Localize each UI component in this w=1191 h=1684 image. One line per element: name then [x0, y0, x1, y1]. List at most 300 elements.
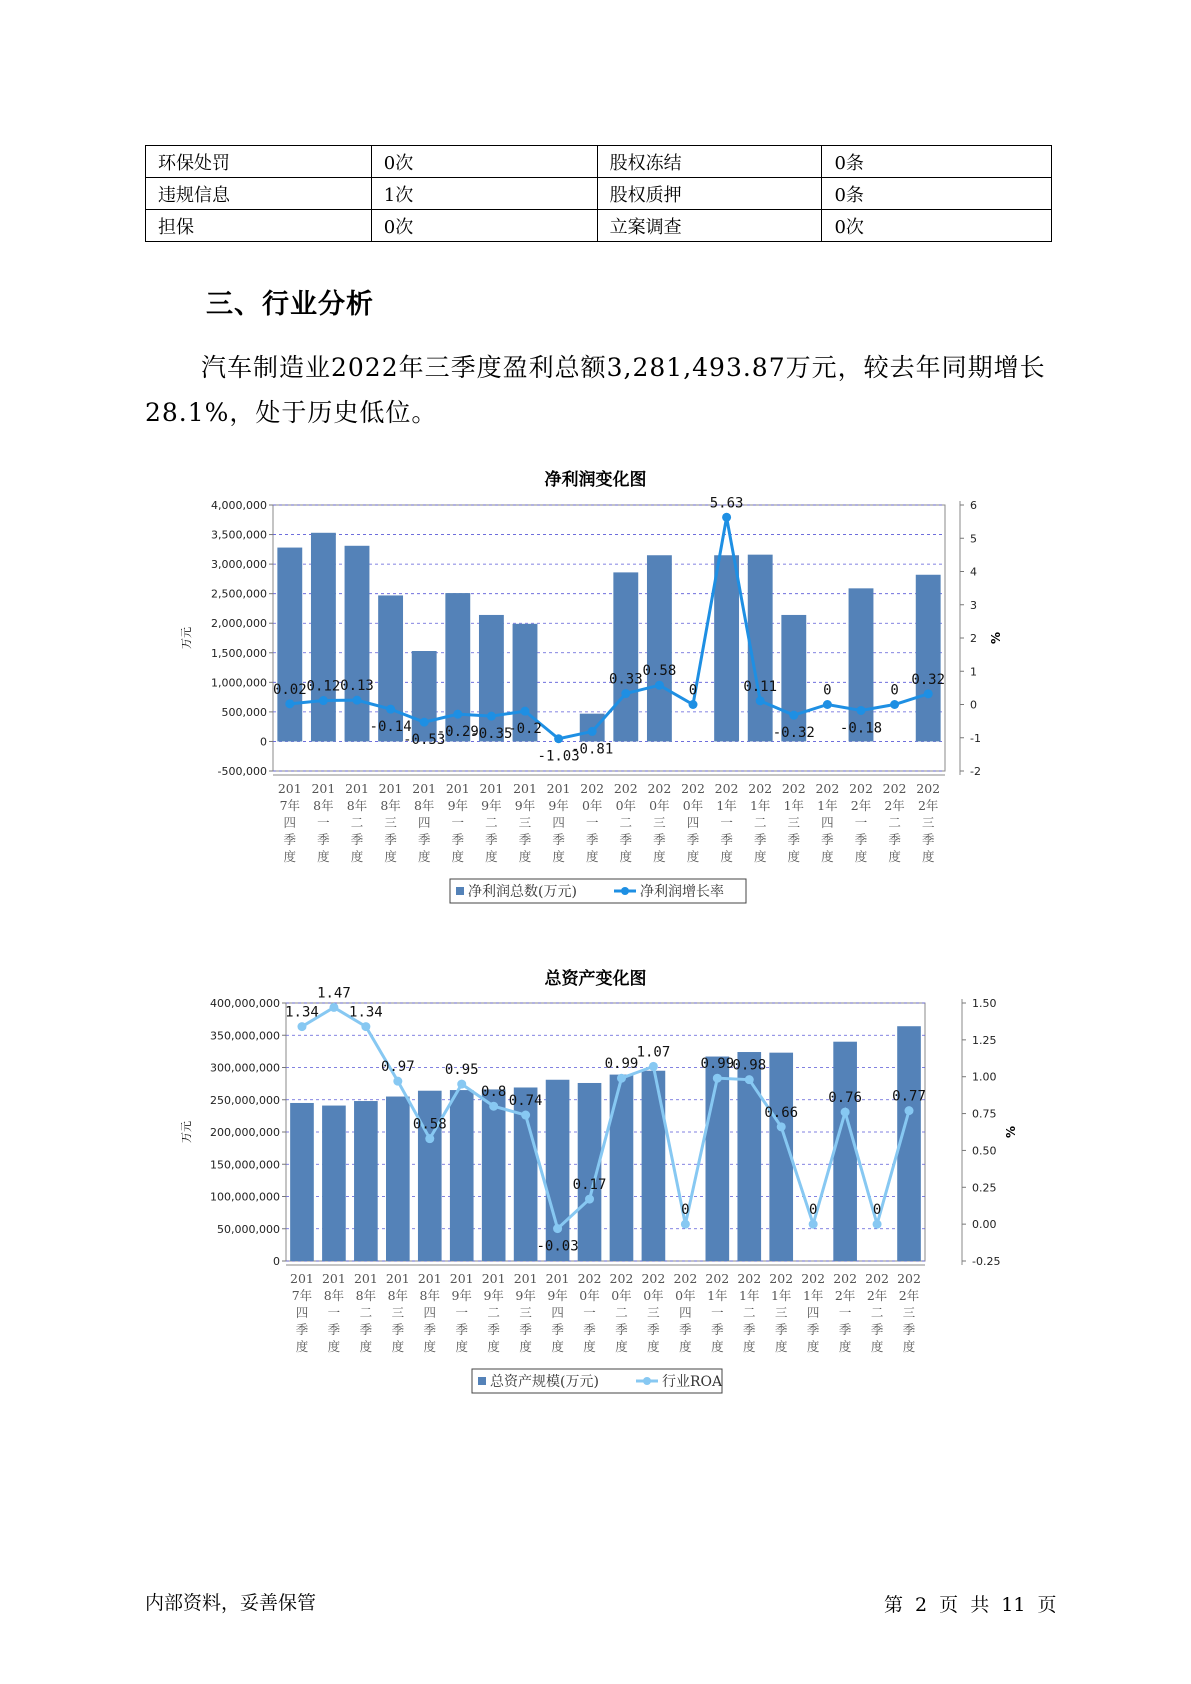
line-point: [617, 1074, 626, 1083]
x-tick-label: 二: [619, 815, 633, 830]
x-tick-label: 三: [774, 1305, 788, 1320]
y-right-axis-title: %: [989, 631, 1003, 645]
data-label: -0.18: [839, 720, 883, 737]
footer-left: 内部资料，妥善保管: [145, 1592, 317, 1614]
x-tick-label: 季: [753, 832, 767, 847]
industry-paragraph: 汽车制造业2022年三季度盈利总额3,281,493.87万元，较去年同期增长28.1%，处于历史低位。: [145, 353, 1046, 427]
line-point: [386, 705, 395, 714]
x-tick-label: 度: [455, 1339, 468, 1354]
x-tick-label: 201: [345, 781, 369, 796]
x-tick-label: 201: [353, 1271, 378, 1286]
x-tick-label: 0年: [615, 798, 637, 813]
chart1-title: 净利润变化图: [544, 470, 647, 490]
line-point: [621, 689, 630, 698]
bar: [277, 548, 302, 742]
x-tick-label: 二: [888, 815, 901, 830]
x-tick-label: 202: [577, 1271, 602, 1286]
x-tick-label: 一: [585, 815, 599, 830]
x-tick-label: 1年: [802, 1288, 824, 1303]
x-tick-label: 季: [686, 832, 700, 847]
data-label: 0.33: [608, 671, 643, 688]
table-cell-label: 环保处罚: [146, 146, 372, 178]
data-label: 0.66: [764, 1104, 799, 1121]
line-point: [297, 1022, 306, 1031]
y-right-tick-label: 0.00: [972, 1218, 997, 1232]
x-tick-label: 季: [888, 832, 901, 847]
x-tick-label: 度: [921, 849, 935, 864]
x-tick-label: 0年: [579, 1288, 600, 1303]
x-tick-label: 度: [518, 849, 532, 864]
y-right-axis-title: %: [1004, 1125, 1018, 1139]
x-tick-label: 202: [609, 1271, 634, 1286]
data-label: 0: [823, 682, 832, 699]
y-right-tick-label: 6: [970, 499, 977, 512]
line-point: [809, 1220, 818, 1229]
x-tick-label: 度: [619, 849, 633, 864]
x-tick-label: 度: [753, 849, 767, 864]
x-tick-label: 季: [787, 832, 801, 847]
x-tick-label: 季: [711, 1322, 724, 1337]
x-tick-label: 度: [888, 849, 901, 864]
x-tick-label: 季: [806, 1322, 820, 1337]
bar: [345, 546, 370, 742]
x-tick-label: 度: [679, 1339, 692, 1354]
x-tick-label: 四: [552, 815, 565, 830]
table-cell-value: 0次: [822, 210, 1052, 242]
x-tick-label: 201: [445, 781, 470, 796]
y-tick-label: 150,000,000: [210, 1158, 280, 1172]
table-row: [146, 178, 1052, 210]
x-tick-label: 8年: [387, 1288, 409, 1303]
table-row: [146, 210, 1052, 242]
x-tick-label: 四: [679, 1305, 692, 1320]
x-tick-label: 一: [838, 1305, 852, 1320]
y-tick-label: -500,000: [217, 765, 267, 778]
x-tick-label: 度: [391, 1339, 405, 1354]
bar: [833, 1042, 857, 1261]
x-tick-label: 202: [882, 781, 907, 796]
x-tick-label: 201: [513, 781, 537, 796]
footer-page-number: 第 2 页 共 11 页: [884, 1594, 1057, 1616]
x-tick-label: 度: [283, 849, 297, 864]
line-point: [361, 1022, 370, 1031]
x-tick-label: 202: [865, 1271, 890, 1286]
x-tick-label: 9年: [514, 798, 536, 813]
line-point: [554, 734, 563, 743]
data-label: -0.32: [772, 725, 815, 742]
data-label: -0.03: [536, 1238, 579, 1255]
table-cell-label: 股权冻结: [597, 146, 822, 178]
x-tick-label: 度: [743, 1339, 756, 1354]
x-tick-label: 一: [327, 1305, 341, 1320]
x-tick-label: 1年: [707, 1288, 728, 1303]
y-tick-label: 1,000,000: [211, 676, 267, 690]
x-tick-label: 季: [838, 1322, 852, 1337]
bar: [311, 533, 336, 742]
legend-bar-label: 净利润总数(万元): [468, 884, 577, 900]
bar: [613, 572, 638, 741]
x-tick-label: 季: [653, 832, 666, 847]
x-tick-label: 三: [391, 1305, 405, 1320]
x-tick-label: 8年: [346, 798, 368, 813]
x-tick-label: 度: [327, 1339, 341, 1354]
x-tick-label: 季: [647, 1322, 660, 1337]
line-point: [789, 711, 798, 720]
x-tick-label: 8年: [419, 1288, 441, 1303]
x-tick-label: 202: [815, 781, 840, 796]
data-label: 0.58: [412, 1116, 447, 1133]
y-right-tick-label: -2: [970, 765, 981, 778]
legend-line-label: 净利润增长率: [640, 884, 724, 900]
x-tick-label: 2年: [866, 1288, 888, 1303]
data-label: 0.98: [732, 1057, 767, 1074]
x-tick-label: 度: [585, 849, 599, 864]
x-tick-label: 度: [350, 849, 364, 864]
bar: [610, 1075, 634, 1261]
x-tick-label: 2年: [850, 798, 872, 813]
data-label: 0: [872, 1202, 882, 1219]
bar: [849, 588, 874, 741]
line-point: [588, 727, 597, 736]
table-cell-value: 0次: [371, 146, 597, 178]
y-tick-label: 0: [260, 735, 267, 749]
line-point: [905, 1106, 914, 1115]
y-tick-label: 1,500,000: [211, 646, 267, 660]
y-right-tick-label: 0.75: [972, 1107, 997, 1121]
data-label: -0.14: [369, 719, 412, 736]
table-cell-label: 股权质押: [597, 178, 822, 210]
x-tick-label: 8年: [355, 1288, 377, 1303]
line-point: [823, 700, 832, 709]
line-point: [777, 1122, 786, 1131]
x-tick-label: 1年: [739, 1288, 760, 1303]
line-point: [722, 513, 731, 522]
x-tick-label: 202: [705, 1271, 730, 1286]
y-tick-label: 100,000,000: [210, 1190, 280, 1204]
x-tick-label: 四: [806, 1305, 820, 1320]
chart2-title: 总资产变化图: [544, 969, 647, 989]
bar: [647, 555, 672, 741]
x-tick-label: 度: [711, 1339, 724, 1354]
x-tick-label: 度: [902, 1339, 916, 1354]
legend-bar-swatch: [456, 887, 464, 895]
data-label: 0.17: [572, 1177, 607, 1194]
bar: [546, 1080, 570, 1261]
y-tick-label: 0: [273, 1255, 280, 1268]
line-point: [319, 696, 328, 705]
y-axis-title: 万元: [180, 627, 193, 649]
x-tick-label: 季: [720, 832, 733, 847]
bar: [781, 615, 806, 741]
x-tick-label: 201: [545, 1271, 570, 1286]
x-tick-label: 四: [283, 815, 297, 830]
x-tick-label: 201: [311, 781, 336, 796]
x-tick-label: 一: [455, 1305, 468, 1320]
y-tick-label: 4,000,000: [211, 499, 267, 512]
data-label: -0.29: [436, 724, 479, 741]
y-tick-label: 3,000,000: [211, 558, 267, 572]
data-label: -1.03: [537, 748, 580, 765]
x-tick-label: 季: [423, 1322, 437, 1337]
x-tick-label: 度: [653, 849, 666, 864]
y-right-tick-label: 1.25: [972, 1033, 997, 1047]
line-point: [924, 689, 933, 698]
y-tick-label: 350,000,000: [210, 1029, 280, 1043]
x-tick-label: 1年: [749, 798, 771, 813]
data-label: 0.76: [828, 1090, 862, 1107]
x-tick-label: 8年: [413, 798, 435, 813]
table-cell-label: 违规信息: [146, 178, 372, 210]
data-label: 0.32: [911, 671, 946, 688]
x-tick-label: 度: [615, 1339, 628, 1354]
bar: [386, 1097, 410, 1261]
x-tick-label: 201: [546, 781, 571, 796]
data-label: -0.81: [571, 741, 614, 758]
x-tick-label: 度: [870, 1339, 884, 1354]
x-tick-label: 202: [801, 1271, 826, 1286]
y-right-tick-label: 0.25: [972, 1181, 997, 1195]
x-tick-label: 度: [417, 849, 431, 864]
x-tick-label: 二: [485, 815, 498, 830]
x-tick-label: 1年: [716, 798, 737, 813]
line-point: [489, 1102, 498, 1111]
table-cell-label: 担保: [146, 210, 372, 242]
line-point: [649, 1062, 658, 1071]
bar: [479, 615, 504, 741]
y-right-tick-label: -1: [970, 731, 981, 745]
data-label: 0.99: [700, 1056, 735, 1073]
x-tick-label: 季: [384, 832, 397, 847]
data-label: 5.63: [709, 495, 744, 512]
x-tick-label: 季: [552, 832, 565, 847]
x-tick-label: 四: [551, 1305, 564, 1320]
y-tick-label: 3,500,000: [211, 528, 267, 542]
x-tick-label: 2年: [898, 1288, 920, 1303]
y-right-tick-label: -0.25: [972, 1255, 1001, 1268]
x-tick-label: 202: [641, 1271, 666, 1286]
table-cell-label: 立案调查: [597, 210, 822, 242]
x-tick-label: 9年: [447, 798, 469, 813]
data-label: 1.07: [636, 1044, 671, 1061]
x-tick-label: 1年: [783, 798, 805, 813]
line-point: [689, 700, 698, 709]
data-label: 0.58: [642, 663, 677, 680]
line-point: [487, 712, 496, 721]
table-row: [146, 146, 1052, 178]
x-tick-label: 三: [647, 1305, 660, 1320]
bar: [642, 1071, 666, 1261]
x-tick-label: 二: [753, 815, 767, 830]
x-tick-label: 1年: [817, 798, 838, 813]
x-tick-label: 度: [720, 849, 733, 864]
x-tick-label: 季: [519, 1322, 532, 1337]
y-tick-label: 300,000,000: [210, 1061, 280, 1075]
x-tick-label: 201: [321, 1271, 346, 1286]
x-tick-label: 季: [359, 1322, 373, 1337]
x-tick-label: 2年: [834, 1288, 856, 1303]
x-tick-label: 度: [686, 849, 700, 864]
x-tick-label: 度: [854, 849, 868, 864]
y-right-tick-label: 1.00: [972, 1070, 997, 1084]
bar: [706, 1057, 730, 1261]
x-tick-label: 三: [921, 815, 935, 830]
y-right-tick-label: 5: [970, 532, 977, 546]
x-tick-label: 度: [821, 849, 834, 864]
x-tick-label: 度: [359, 1339, 373, 1354]
y-right-tick-label: 1: [970, 665, 977, 679]
data-label: 0: [808, 1202, 818, 1219]
x-tick-label: 三: [787, 815, 801, 830]
x-tick-label: 季: [485, 832, 498, 847]
x-tick-label: 度: [487, 1339, 500, 1354]
y-right-tick-label: 0.50: [972, 1144, 997, 1158]
x-tick-label: 8年: [313, 798, 334, 813]
x-tick-label: 9年: [547, 1288, 568, 1303]
x-tick-label: 季: [518, 832, 532, 847]
x-tick-label: 202: [781, 781, 806, 796]
y-tick-label: 200,000,000: [210, 1126, 280, 1139]
x-tick-label: 201: [290, 1271, 314, 1286]
x-tick-label: 202: [833, 1271, 858, 1286]
x-tick-label: 季: [821, 832, 834, 847]
x-tick-label: 201: [449, 1271, 474, 1286]
x-tick-label: 三: [902, 1305, 916, 1320]
x-tick-label: 0年: [682, 798, 704, 813]
y-tick-label: 400,000,000: [210, 997, 280, 1010]
line-point: [425, 1134, 434, 1143]
x-tick-label: 度: [551, 1339, 564, 1354]
legend-line-marker: [643, 1377, 651, 1385]
legend-line-marker: [621, 887, 629, 895]
data-label: 0.8: [481, 1084, 507, 1101]
line-point: [655, 681, 664, 690]
data-label: 0.97: [380, 1059, 415, 1076]
x-tick-label: 202: [916, 781, 941, 796]
x-tick-label: 季: [551, 1322, 564, 1337]
x-tick-label: 度: [451, 849, 465, 864]
x-tick-label: 0年: [675, 1288, 696, 1303]
x-tick-label: 8年: [323, 1288, 345, 1303]
x-tick-label: 季: [902, 1322, 916, 1337]
x-tick-label: 201: [481, 1271, 506, 1286]
x-tick-label: 二: [743, 1305, 756, 1320]
x-tick-label: 201: [412, 781, 437, 796]
y-tick-label: 500,000: [221, 705, 267, 719]
data-label: 0.11: [743, 678, 778, 695]
line-point: [713, 1074, 722, 1083]
bar: [450, 1090, 474, 1261]
x-tick-label: 季: [391, 1322, 405, 1337]
line-point: [857, 706, 866, 715]
x-tick-label: 2年: [917, 798, 939, 813]
y-axis-title: 万元: [180, 1121, 193, 1143]
x-tick-label: 度: [552, 849, 565, 864]
x-tick-label: 202: [714, 781, 739, 796]
x-tick-label: 9年: [515, 1288, 536, 1303]
x-tick-label: 季: [350, 832, 364, 847]
y-tick-label: 50,000,000: [217, 1222, 280, 1236]
x-tick-label: 2年: [884, 798, 905, 813]
y-right-tick-label: 4: [970, 565, 977, 579]
x-tick-label: 202: [769, 1271, 794, 1286]
x-tick-label: 季: [283, 832, 297, 847]
x-tick-label: 季: [615, 1322, 628, 1337]
x-tick-label: 季: [455, 1322, 468, 1337]
line-point: [585, 1195, 594, 1204]
x-tick-label: 二: [350, 815, 364, 830]
line-point: [329, 1003, 338, 1012]
x-tick-label: 一: [317, 815, 330, 830]
x-tick-label: 201: [479, 781, 504, 796]
y-right-tick-label: 1.50: [972, 997, 997, 1010]
total-assets-chart: [0, 985, 1191, 1415]
x-tick-label: 季: [295, 1322, 309, 1337]
x-tick-label: 季: [774, 1322, 788, 1337]
x-tick-label: 202: [681, 781, 705, 796]
x-tick-label: 一: [720, 815, 733, 830]
risk-info-table: [145, 145, 1052, 242]
x-tick-label: 季: [854, 832, 868, 847]
data-label: 1.34: [285, 1004, 319, 1021]
x-tick-label: 202: [613, 781, 638, 796]
y-right-tick-label: 0: [970, 698, 977, 712]
bar: [714, 555, 739, 741]
x-tick-label: 二: [487, 1305, 500, 1320]
x-tick-label: 0年: [649, 798, 670, 813]
x-tick-label: 度: [485, 849, 498, 864]
line-point: [420, 718, 429, 727]
x-tick-label: 一: [583, 1305, 596, 1320]
x-tick-label: 四: [417, 815, 431, 830]
x-tick-label: 0年: [643, 1288, 664, 1303]
y-right-tick-label: 3: [970, 598, 977, 612]
line-point: [393, 1077, 402, 1086]
table-cell-value: 0次: [371, 210, 597, 242]
line-point: [553, 1224, 562, 1233]
line-point: [457, 1080, 466, 1089]
x-tick-label: 三: [384, 815, 397, 830]
section-title: 三、行业分析: [206, 289, 374, 320]
line-point: [681, 1220, 690, 1229]
data-label: 0.77: [892, 1088, 926, 1105]
x-tick-label: 202: [849, 781, 873, 796]
data-label: 0.12: [306, 678, 341, 695]
data-label: 0: [890, 682, 899, 699]
x-tick-label: 202: [580, 781, 605, 796]
legend-line-label: 行业ROA: [662, 1374, 723, 1390]
x-tick-label: 季: [921, 832, 935, 847]
y-tick-label: 2,500,000: [211, 587, 267, 601]
x-tick-label: 202: [748, 781, 773, 796]
x-tick-label: 季: [743, 1322, 756, 1337]
x-tick-label: 度: [583, 1339, 596, 1354]
x-tick-label: 季: [451, 832, 465, 847]
data-label: 0.74: [508, 1093, 543, 1110]
x-tick-label: 0年: [581, 798, 603, 813]
x-tick-label: 四: [686, 815, 700, 830]
x-tick-label: 四: [423, 1305, 437, 1320]
x-tick-label: 0年: [611, 1288, 632, 1303]
legend-bar-swatch: [478, 1377, 486, 1385]
y-tick-label: 2,000,000: [211, 617, 267, 631]
bar: [322, 1106, 346, 1261]
x-tick-label: 201: [277, 781, 302, 796]
x-tick-label: 201: [417, 1271, 442, 1286]
data-label: 0.99: [604, 1056, 639, 1073]
x-tick-label: 度: [838, 1339, 852, 1354]
line-point: [453, 710, 462, 719]
data-label: 0.95: [444, 1062, 479, 1079]
